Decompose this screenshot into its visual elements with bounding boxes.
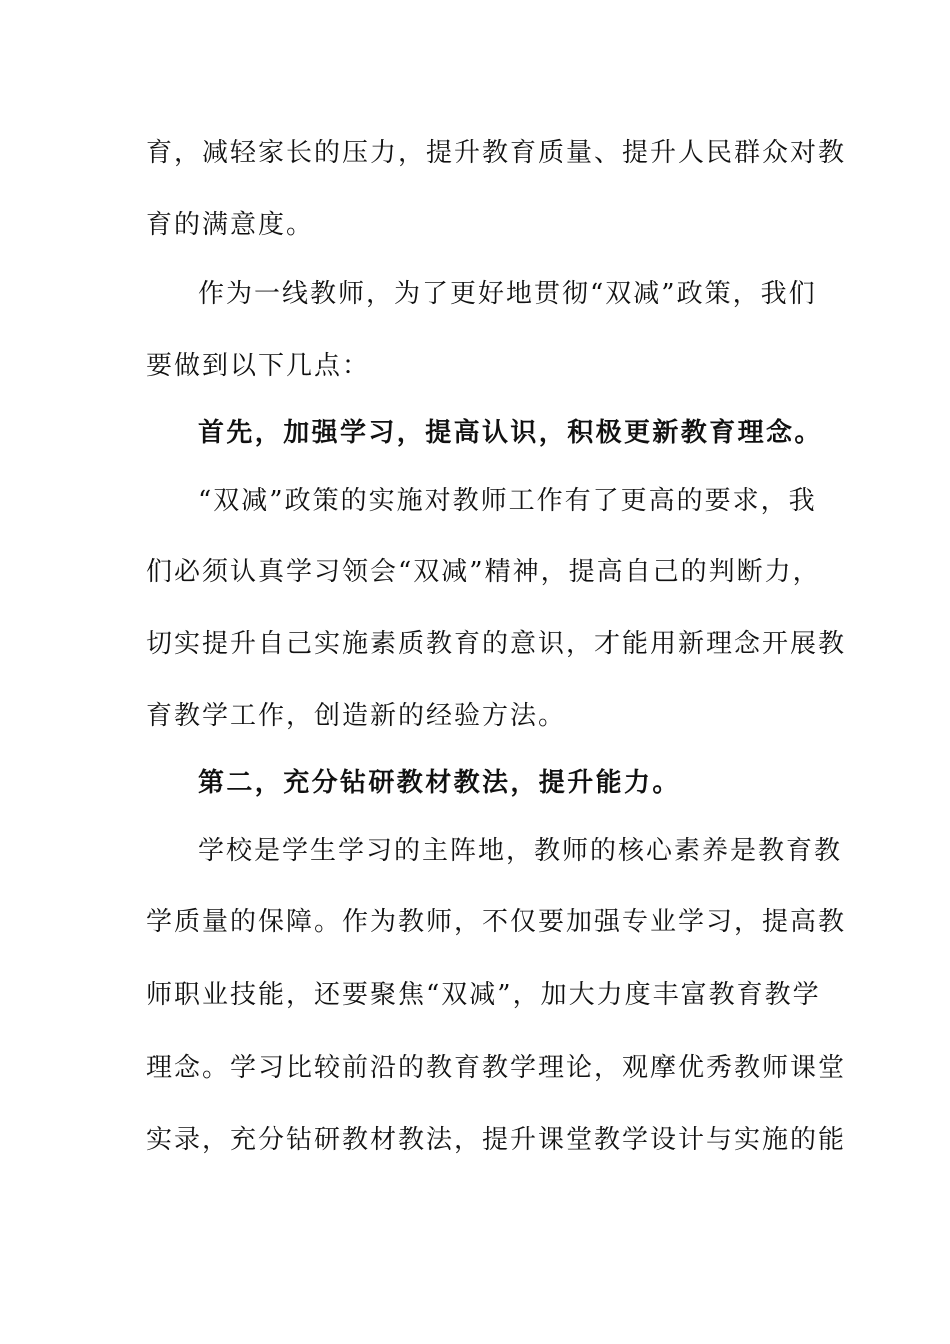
text-line: 们必须认真学习领会“双减”精神，提高自己的判断力， [146, 557, 821, 587]
paragraph-start-line: “双减”政策的实施对教师工作有了更高的要求，我 [198, 486, 817, 516]
text-line: 实录，充分钻研教材教法，提升课堂教学设计与实施的能 [146, 1125, 847, 1155]
text-line: 育，减轻家长的压力，提升教育质量、提升人民群众对教 [146, 138, 847, 168]
text-line: 要做到以下几点： [146, 351, 371, 381]
text-line: 切实提升自己实施素质教育的意识，才能用新理念开展教 [146, 629, 847, 659]
text-line: 学质量的保障。作为教师，不仅要加强专业学习，提高教 [146, 907, 847, 937]
text-line: 师职业技能，还要聚焦“双减”，加大力度丰富教育教学 [146, 980, 821, 1010]
text-line: 理念。学习比较前沿的教育教学理论，观摩优秀教师课堂 [146, 1053, 847, 1083]
section-heading-1: 首先，加强学习，提高认识，积极更新教育理念。 [198, 418, 823, 448]
text-line: 育的满意度。 [146, 210, 315, 240]
text-line: 育教学工作，创造新的经验方法。 [146, 701, 567, 731]
paragraph-start-line: 学校是学生学习的主阵地，教师的核心素养是教育教 [198, 836, 843, 866]
paragraph-start-line: 作为一线教师，为了更好地贯彻“双减”政策，我们 [198, 279, 817, 309]
section-heading-2: 第二，充分钻研教材教法，提升能力。 [198, 768, 681, 798]
